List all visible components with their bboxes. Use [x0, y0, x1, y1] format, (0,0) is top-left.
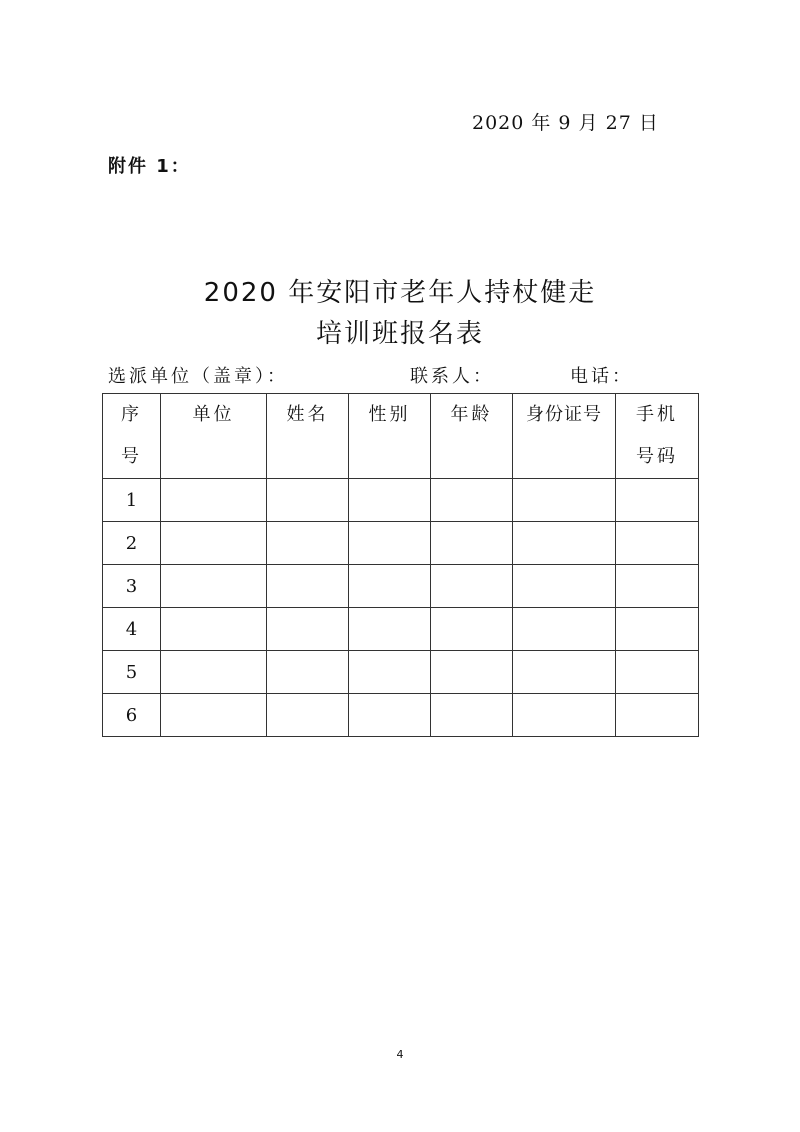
registration-table — [102, 393, 699, 737]
table-row — [103, 522, 699, 565]
title-line-1: 2020 年安阳市老年人持杖健走 — [203, 278, 597, 308]
header-cell: 单位 — [161, 394, 267, 479]
table-row — [103, 694, 699, 737]
date: 2020 年 9 月 27 日 — [472, 112, 659, 134]
table-row — [103, 479, 699, 522]
row-number: 4 — [103, 608, 161, 651]
table-row — [103, 565, 699, 608]
table-row — [103, 651, 699, 694]
row-number: 6 — [103, 694, 161, 737]
contact-field-label: 联系人： — [410, 366, 494, 387]
header-cell: 性别 — [349, 394, 431, 479]
header-cell: 手机 号码 — [616, 394, 699, 479]
row-number: 3 — [103, 565, 161, 608]
table-row — [103, 608, 699, 651]
table-header-row — [103, 394, 699, 479]
row-number: 2 — [103, 522, 161, 565]
title-line-2: 培训班报名表 — [315, 319, 484, 349]
header-cell: 年龄 — [431, 394, 513, 479]
row-number: 1 — [103, 479, 161, 522]
row-number: 5 — [103, 651, 161, 694]
unit-field-label: 选派单位（盖章）： — [108, 366, 288, 387]
phone-field-label: 电话： — [570, 366, 633, 387]
header-cell: 序 号 — [103, 394, 161, 479]
attachment-label: 附件 1： — [108, 156, 191, 177]
page-number: 4 — [396, 1048, 404, 1061]
header-cell: 姓名 — [267, 394, 349, 479]
header-cell: 身份证号 — [513, 394, 616, 479]
